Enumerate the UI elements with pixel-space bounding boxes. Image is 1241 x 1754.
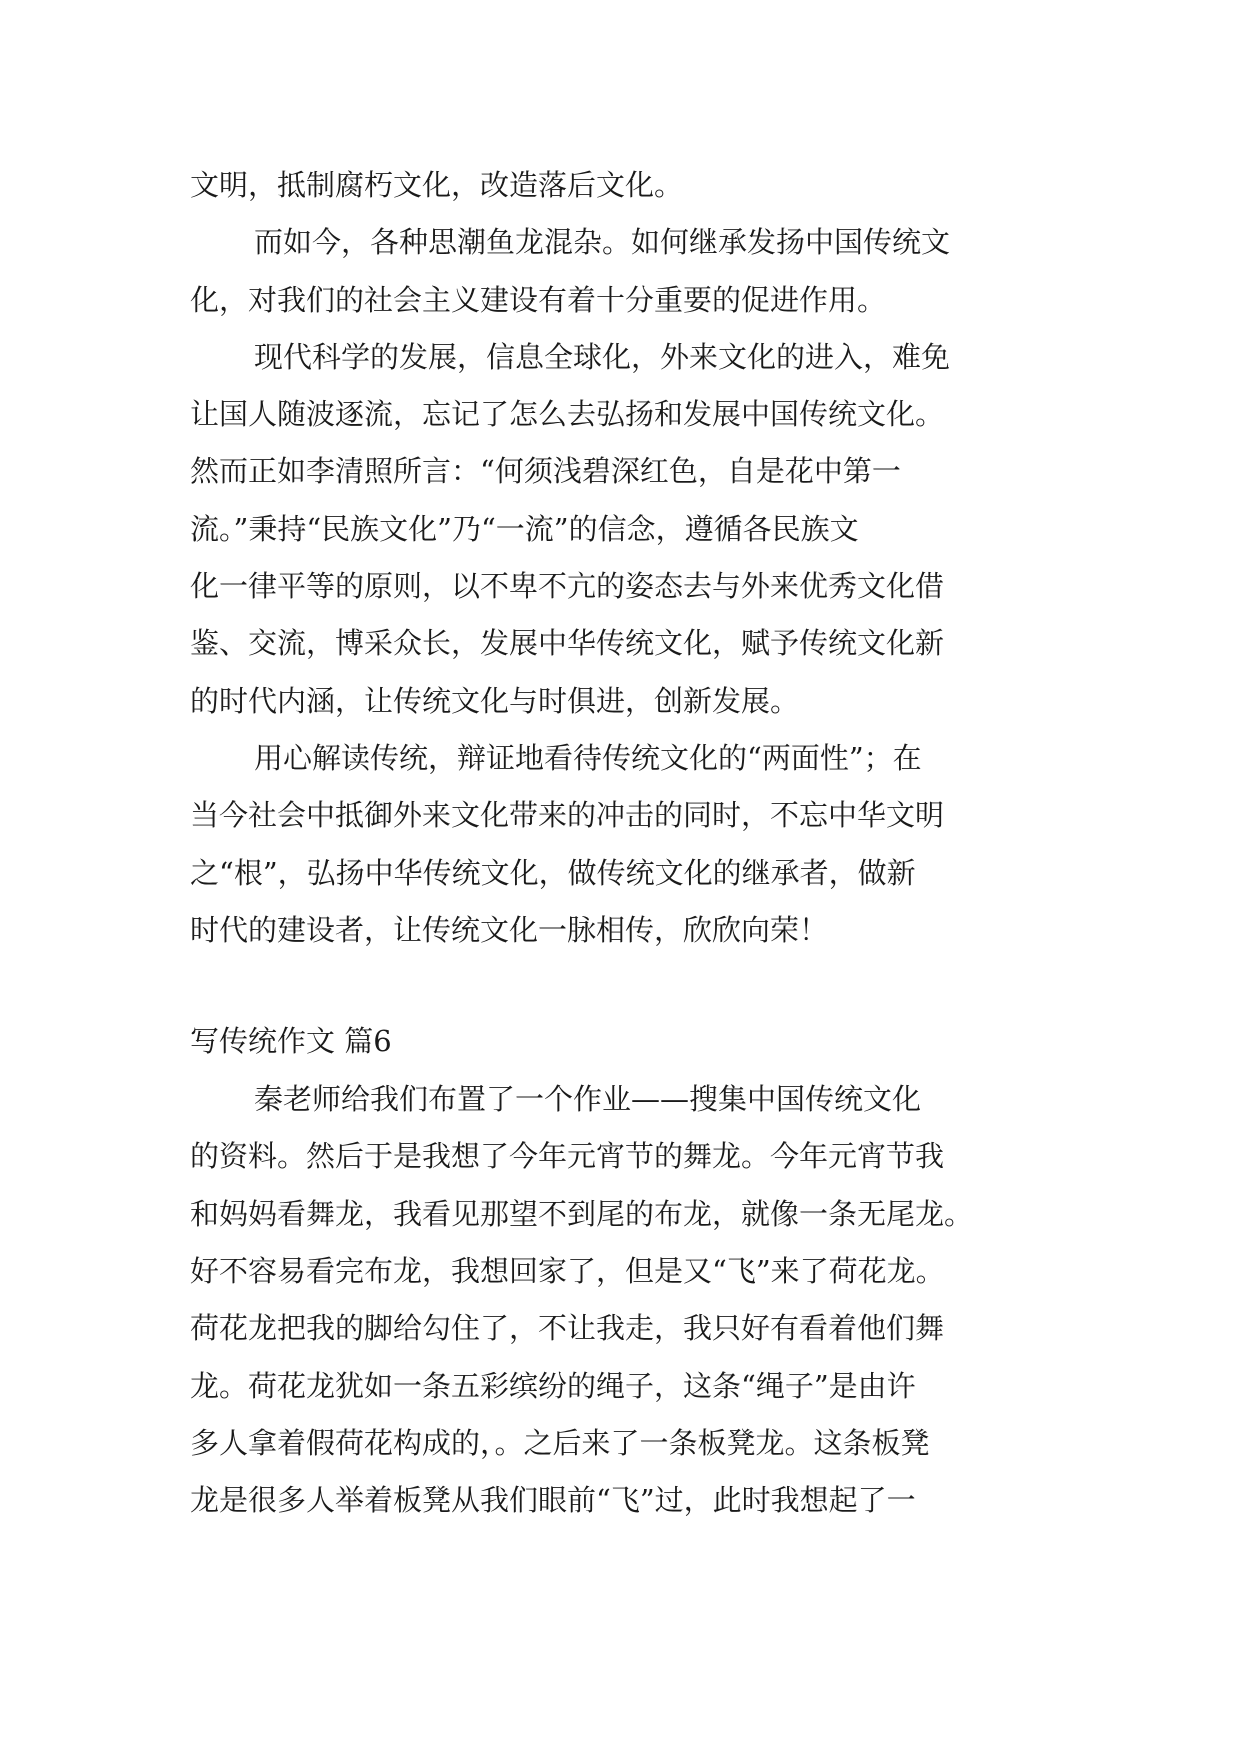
- section-heading: 写传统作文 篇6: [190, 1024, 392, 1059]
- paragraph-line: 鉴、交流，博采众长，发展中华传统文化，赋予传统文化新: [190, 626, 945, 661]
- paragraph-line: 之“根”，弘扬中华传统文化，做传统文化的继承者，做新: [190, 855, 916, 890]
- paragraph-line: 现代科学的发展，信息全球化，外来文化的进入，难免: [254, 339, 951, 374]
- paragraph-line: 的时代内涵，让传统文化与时俱进，创新发展。: [190, 683, 800, 718]
- paragraph-line: 让国人随波逐流，忘记了怎么去弘扬和发展中国传统文化。: [190, 397, 945, 432]
- paragraph-line: 当今社会中抵御外来文化带来的冲击的同时，不忘中华文明: [190, 798, 945, 833]
- paragraph-line: 时代的建设者，让传统文化一脉相传，欣欣向荣！: [190, 912, 829, 947]
- paragraph-line: 好不容易看完布龙，我想回家了，但是又“飞”来了荷花龙。: [190, 1254, 945, 1289]
- paragraph-line: 龙是很多人举着板凳从我们眼前“飞”过，此时我想起了一: [190, 1483, 916, 1518]
- paragraph-line: 的资料。然后于是我想了今年元宵节的舞龙。今年元宵节我: [190, 1139, 945, 1174]
- paragraph-line: 荷花龙把我的脚给勾住了，不让我走，我只好有看着他们舞: [190, 1311, 945, 1346]
- paragraph-line: 流。”秉持“民族文化”乃“一流”的信念，遵循各民族文: [190, 511, 859, 546]
- section-gap: [190, 959, 1070, 1011]
- paragraph-line: 多人拿着假荷花构成的，。之后来了一条板凳龙。这条板凳: [190, 1425, 930, 1460]
- document-body: [190, 157, 1070, 1530]
- paragraph-line: 秦老师给我们布置了一个作业——搜集中国传统文化: [254, 1082, 922, 1117]
- paragraph-line: 文明，抵制腐朽文化，改造落后文化。: [190, 168, 684, 202]
- paragraph-line: 而如今，各种思潮鱼龙混杂。如何继承发扬中国传统文: [254, 225, 951, 260]
- paragraph-line: 和妈妈看舞龙，我看见那望不到尾的布龙，就像一条无尾龙。: [190, 1196, 974, 1231]
- paragraph-line: 龙。荷花龙犹如一条五彩缤纷的绳子，这条“绳子”是由许: [190, 1368, 916, 1403]
- paragraph-line: 化一律平等的原则，以不卑不亢的姿态去与外来优秀文化借: [190, 569, 945, 604]
- paragraph-line: 然而正如李清照所言：“何须浅碧深红色，自是花中第一: [190, 454, 901, 489]
- paragraph-line: 化，对我们的社会主义建设有着十分重要的促进作用。: [190, 282, 887, 317]
- paragraph-line: 用心解读传统，辩证地看待传统文化的“两面性”；在: [254, 740, 922, 775]
